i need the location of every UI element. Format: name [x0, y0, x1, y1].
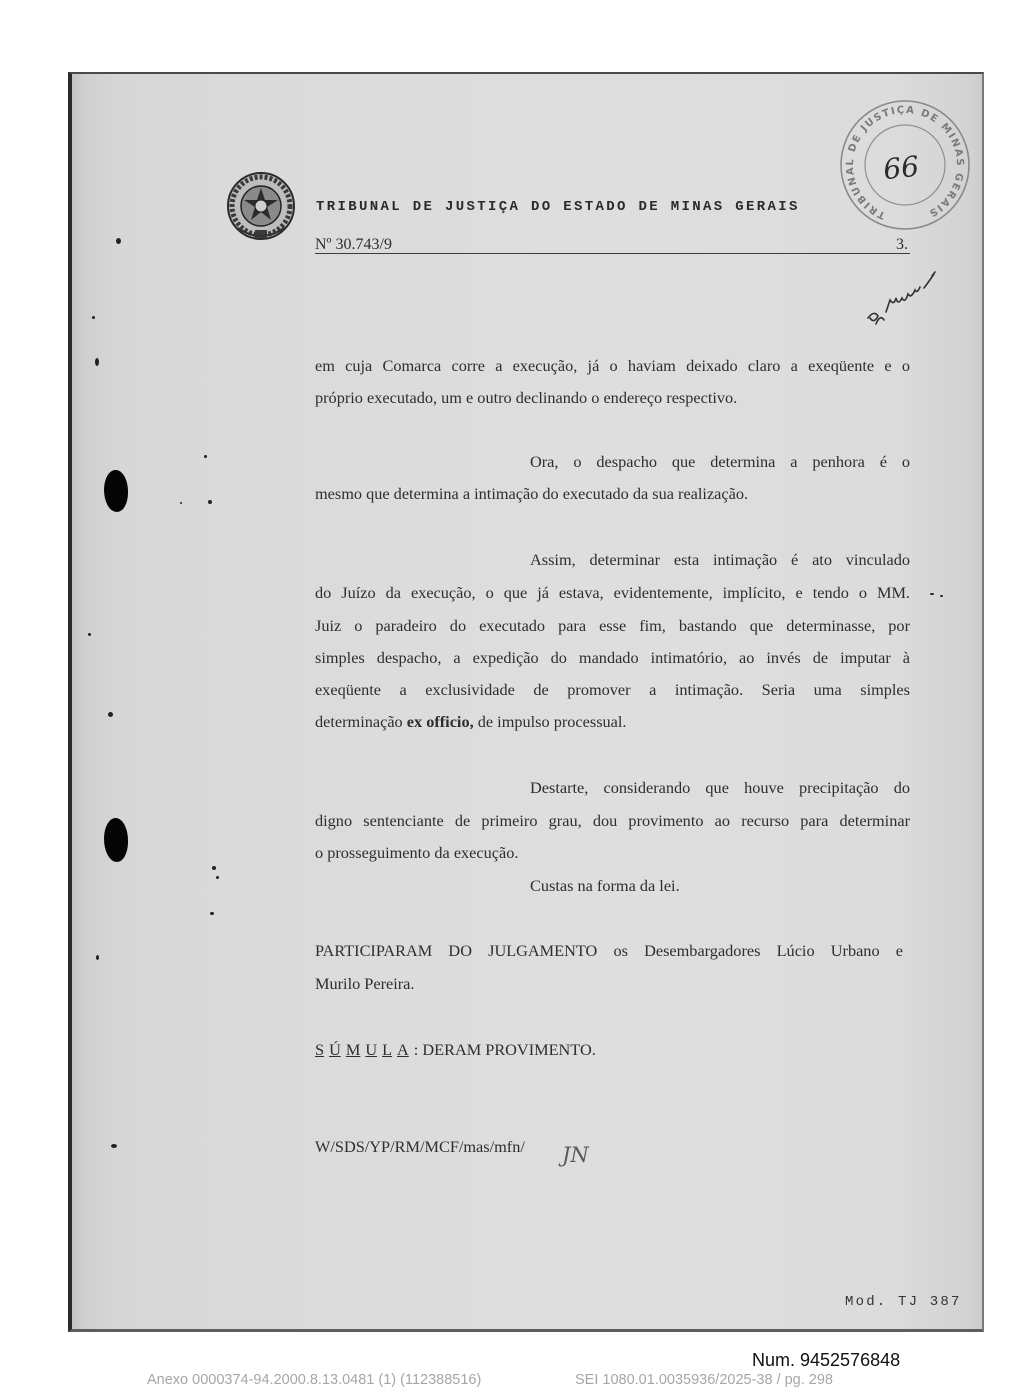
- handwritten-rubric-text: JN: [562, 1143, 589, 1167]
- sumula-letter: Ú: [329, 1040, 341, 1059]
- court-name: TRIBUNAL DE JUSTIÇA DO ESTADO DE MINAS GERAIS: [316, 199, 800, 215]
- scan-speck: [96, 955, 99, 960]
- sei-reference: SEI 1080.01.0035936/2025-38 / pg. 298: [575, 1372, 833, 1388]
- case-number: Nº 30.743/9: [315, 236, 392, 253]
- sumula-letter: M: [345, 1040, 361, 1059]
- handwritten-folio: 66: [881, 149, 921, 187]
- annex-reference: Anexo 0000374-94.2000.8.13.0481 (1) (112388516): [147, 1372, 482, 1388]
- scan-speck: [210, 912, 214, 915]
- body-line: o prosseguimento da execução.: [315, 843, 519, 862]
- seal-ring-text: TRIBUNAL DE JUSTIÇA DE MINAS GERAIS: [844, 104, 966, 221]
- scan-speck: [92, 316, 95, 319]
- handwritten-rubric: [558, 1132, 602, 1176]
- scan-speck: [88, 633, 91, 636]
- participants-line: PARTICIPARAM DO JULGAMENTO os Desembargadores Lúcio Urbano e: [315, 941, 903, 960]
- body-line: simples despacho, a expedição do mandado intimatório, ao invés de imputar à: [315, 648, 910, 667]
- sumula-letter: S: [315, 1040, 325, 1059]
- form-model: Mod. TJ 387: [845, 1294, 962, 1310]
- header-rule: [315, 253, 910, 254]
- body-line: em cuja Comarca corre a execução, já o haviam deixado claro a exeqüente e o: [315, 356, 910, 375]
- scan-speck: [180, 502, 182, 504]
- body-line: Custas na forma da lei.: [530, 876, 680, 895]
- scan-speck: [940, 595, 943, 597]
- scan-speck: [111, 1144, 117, 1148]
- text-fragment: determinação: [315, 712, 407, 731]
- body-line: Assim, determinar esta intimação é ato vinculado: [530, 550, 910, 569]
- participants-line: Murilo Pereira.: [315, 974, 415, 993]
- sumula-result: : DERAM PROVIMENTO.: [413, 1040, 596, 1059]
- scan-speck: [116, 238, 121, 244]
- body-line: Juiz o paradeiro do executado para esse fim, bastando que determinasse, por: [315, 616, 910, 635]
- body-line: digno sentenciante de primeiro grau, dou provimento ao recurso para determinar: [315, 811, 910, 830]
- typist-initials: W/SDS/YP/RM/MCF/mas/mfn/: [315, 1137, 525, 1156]
- text-fragment: de impulso processual.: [473, 712, 627, 731]
- page-number: 3.: [896, 236, 908, 253]
- body-line: exeqüente a exclusividade de promover a intimação. Seria uma simples: [315, 680, 910, 699]
- body-line: Ora, o despacho que determina a penhora é o: [530, 452, 910, 471]
- scan-speck: [212, 866, 216, 870]
- document-number: Num. 9452576848: [752, 1350, 901, 1370]
- punch-hole: [104, 818, 128, 862]
- body-line-ex-officio: [315, 712, 910, 732]
- scan-speck: [208, 500, 212, 504]
- sumula-letter: L: [382, 1040, 393, 1059]
- body-line: próprio executado, um e outro declinando o endereço respectivo.: [315, 388, 738, 407]
- scan-speck: [108, 712, 113, 717]
- sumula-line: [315, 1040, 910, 1060]
- punch-hole: [104, 470, 128, 512]
- body-line: do Juízo da execução, o que já estava, evidentemente, implícito, e tendo o MM.: [315, 583, 910, 602]
- coat-of-arms-emblem: [224, 166, 298, 244]
- court-seal-stamp: [835, 95, 975, 235]
- sumula-letter: A: [397, 1040, 409, 1059]
- sumula-letter: U: [365, 1040, 378, 1059]
- scan-speck: [95, 358, 99, 366]
- handwritten-initials-mark: [862, 268, 944, 334]
- scan-speck: [930, 593, 934, 595]
- scan-speck: [216, 876, 219, 879]
- body-line: Destarte, considerando que houve precipitação do: [530, 778, 910, 797]
- body-line: mesmo que determina a intimação do executado da sua realização.: [315, 484, 749, 503]
- emphasis-ex-officio: ex officio,: [406, 712, 474, 731]
- scan-speck: [204, 455, 207, 458]
